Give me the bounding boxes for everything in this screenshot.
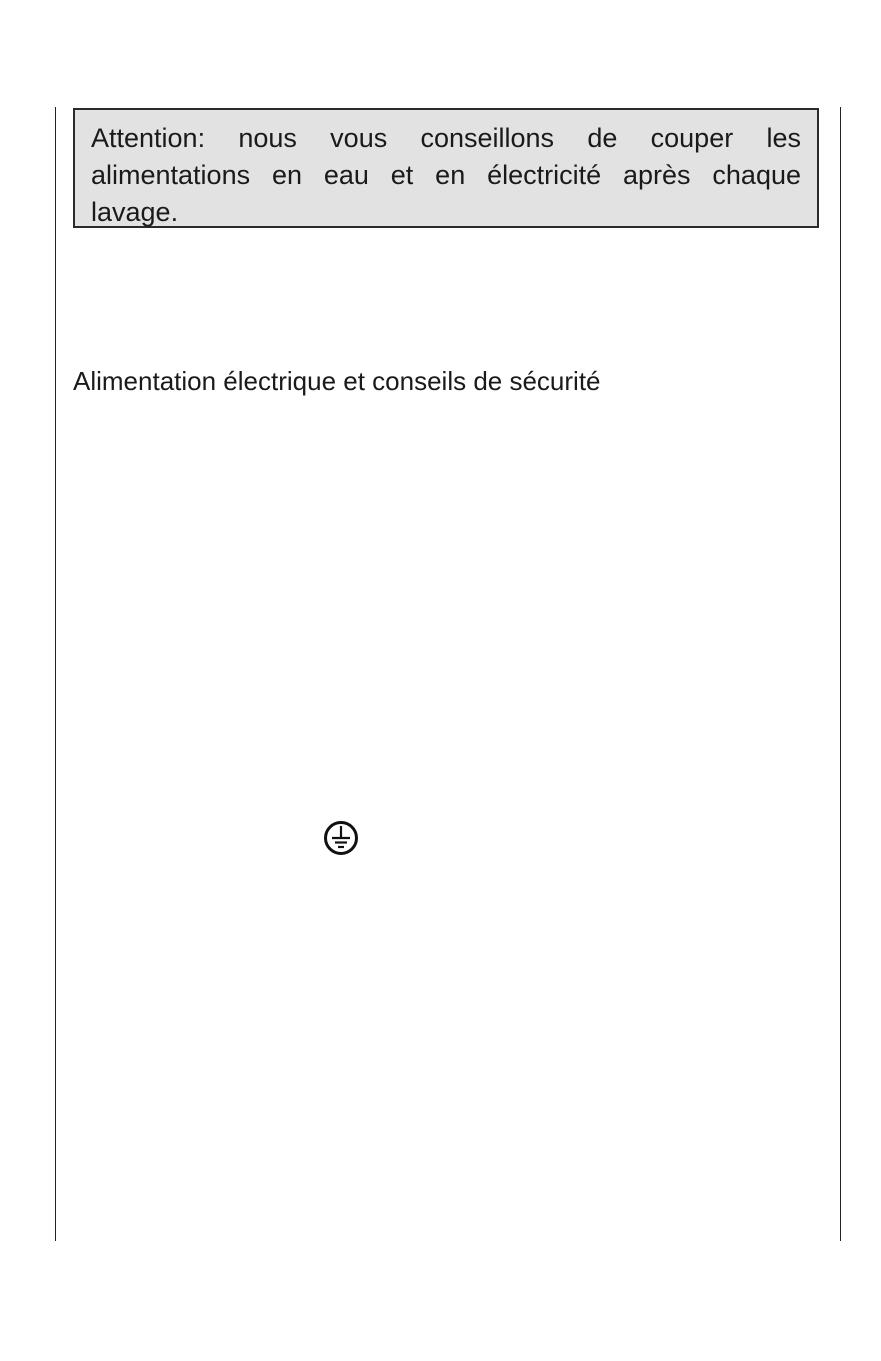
section-heading: Alimentation électrique et conseils de sécurité [73,366,601,396]
notice-line-2: alimentations en eau et en électricité après chaque [91,160,801,190]
notice-line-3: lavage. [91,197,179,227]
attention-notice-box [73,108,819,228]
right-margin-rule [840,107,841,1241]
protective-earth-icon [323,820,359,856]
left-margin-rule [55,107,56,1241]
notice-line-1: Attention: nous vous conseillons de couper les [91,123,801,153]
